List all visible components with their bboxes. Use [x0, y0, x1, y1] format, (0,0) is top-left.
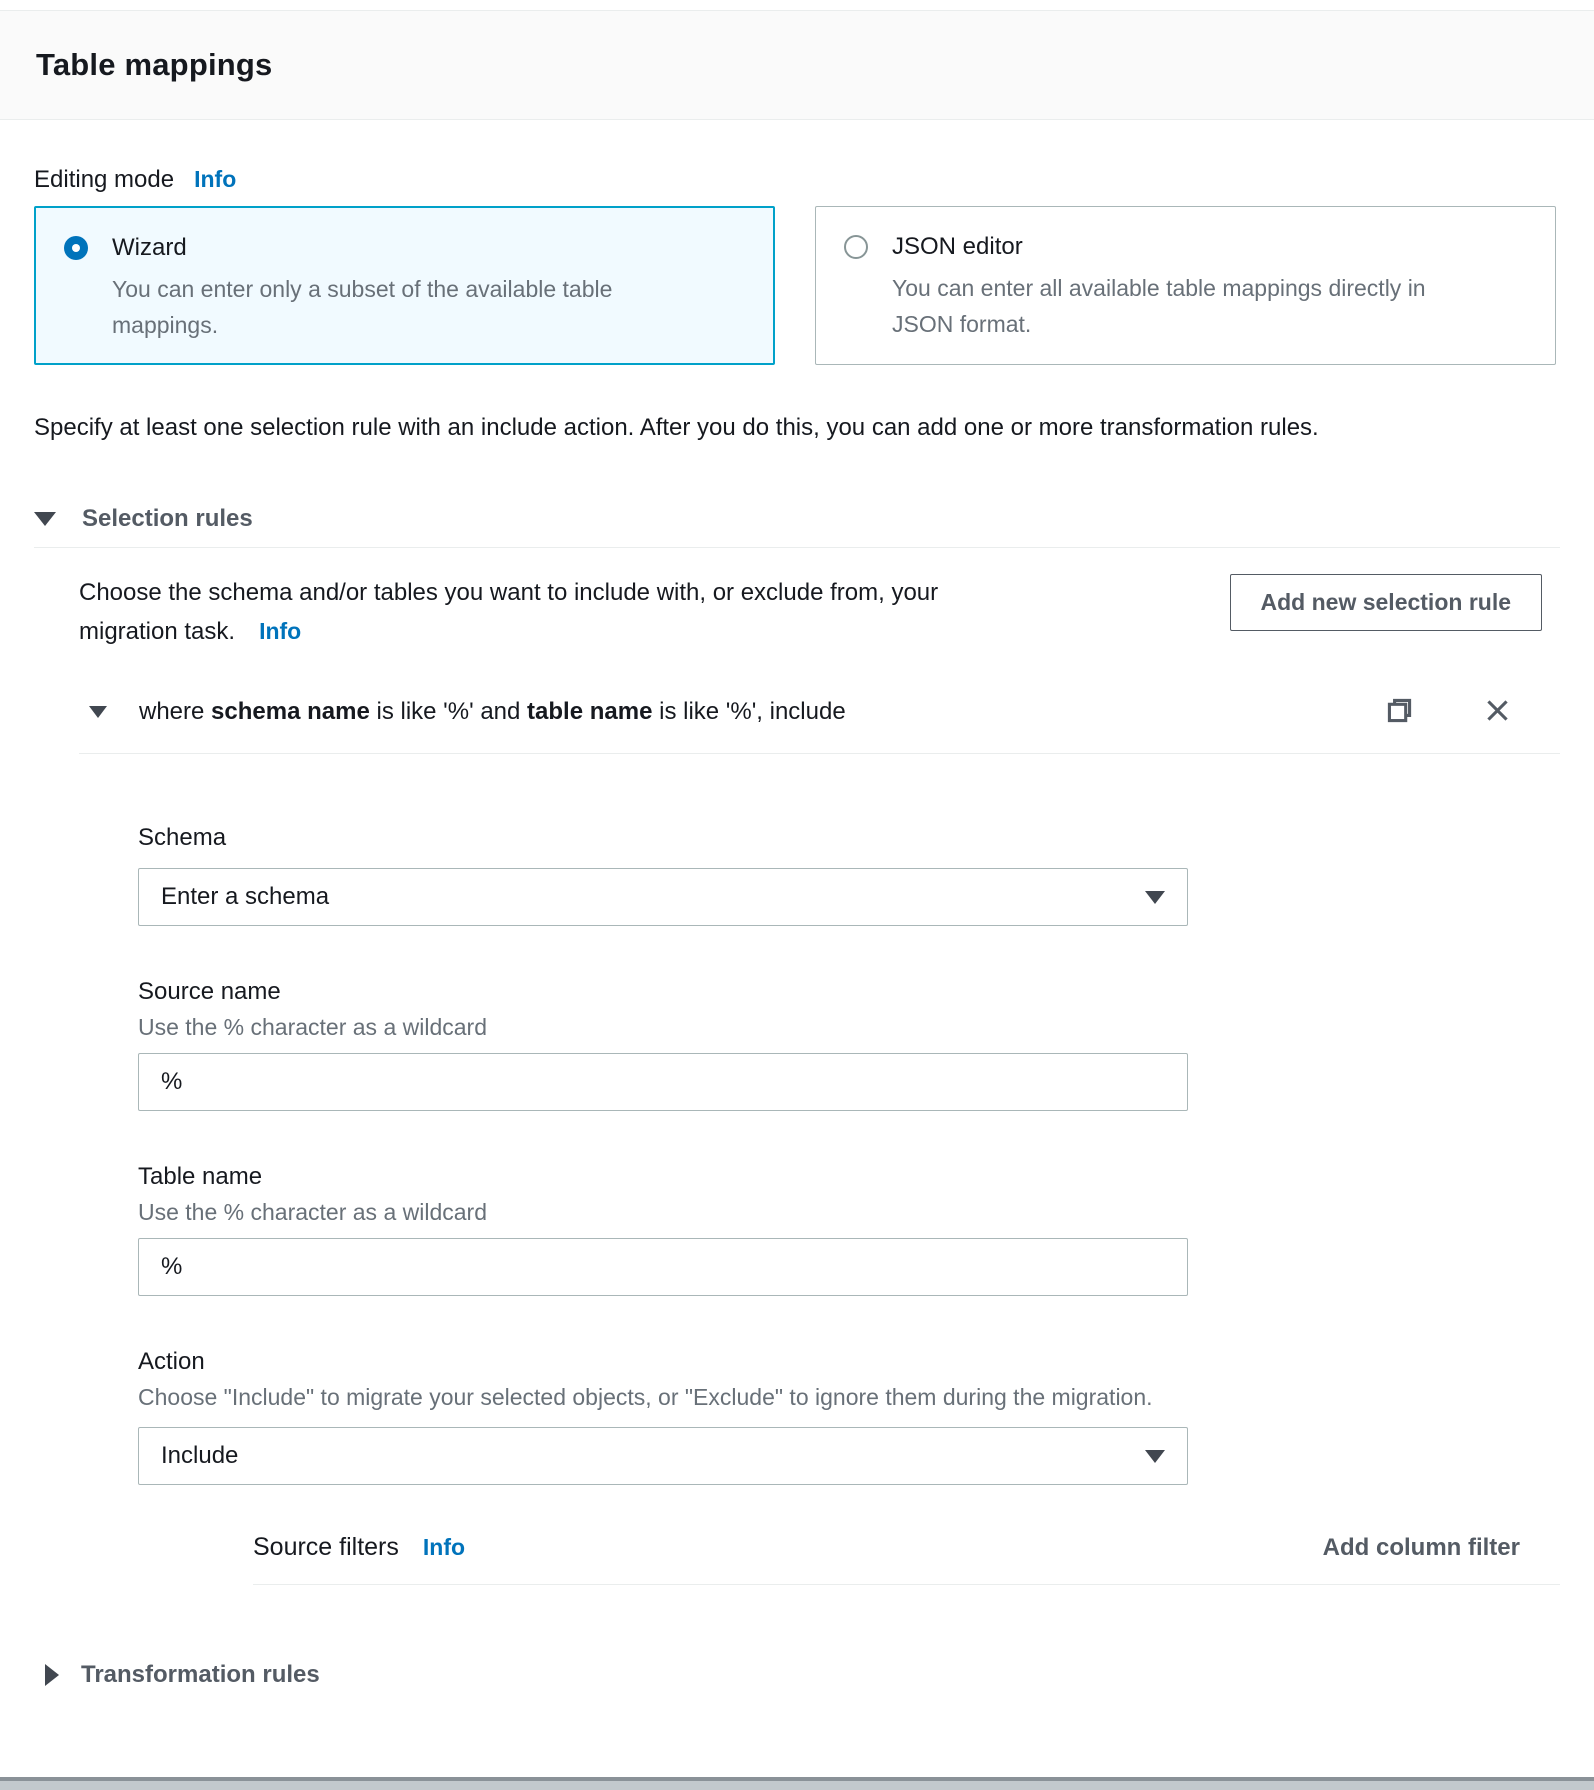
json-editor-option-description: You can enter all available table mappings directly in JSON format.: [892, 275, 1426, 337]
close-icon: [1483, 696, 1512, 728]
editing-mode-card-wizard[interactable]: [34, 206, 775, 365]
collapse-triangle-icon[interactable]: [34, 512, 56, 526]
selection-rules-description: [79, 574, 1004, 651]
action-helper: Choose "Include" to migrate your selected objects, or "Exclude" to ignore them during the migration.: [138, 1384, 1153, 1411]
schema-select-value: Enter a schema: [161, 883, 330, 911]
rule-collapse-triangle-icon[interactable]: [89, 706, 107, 718]
table-mappings-content: [0, 166, 1594, 1689]
source-name-input[interactable]: [138, 1053, 1188, 1111]
intro-text: Specify at least one selection rule with an include action. After you do this, you can add one or more transformation rules.: [34, 414, 1319, 442]
table-name-helper: Use the % character as a wildcard: [138, 1199, 487, 1226]
chevron-down-icon: [1145, 1450, 1165, 1463]
source-filters-block: [253, 1533, 1560, 1585]
source-filters-info-link[interactable]: Info: [422, 1534, 466, 1561]
schema-select[interactable]: [138, 868, 1188, 926]
editing-mode-row: [34, 166, 1560, 194]
source-filters-row: [253, 1533, 1560, 1585]
add-column-filter-button[interactable]: Add column filter: [1322, 1534, 1520, 1562]
selection-rules-description-text: Choose the schema and/or tables you want to include with, or exclude from, your migration task.: [79, 579, 939, 645]
editing-mode-card-json-editor[interactable]: [815, 206, 1556, 365]
json-card-head: [844, 233, 1527, 261]
selection-rules-description-row: [79, 574, 1560, 651]
panel-header: [0, 10, 1594, 120]
table-name-input[interactable]: [138, 1238, 1188, 1296]
wizard-option-label: Wizard: [112, 234, 187, 261]
table-name-label: Table name: [138, 1163, 263, 1191]
source-name-helper: Use the % character as a wildcard: [138, 1014, 487, 1041]
page-title: Table mappings: [36, 47, 273, 82]
editing-mode-label: Editing mode: [34, 166, 175, 193]
transformation-rules-title: Transformation rules: [81, 1661, 320, 1689]
selection-rules-header[interactable]: [34, 505, 1560, 548]
rule-summary-table-name: table name: [527, 698, 653, 726]
wizard-card-head: [64, 234, 745, 262]
radio-unselected-icon[interactable]: [844, 235, 868, 259]
next-panel-edge: [0, 1777, 1594, 1790]
add-new-selection-rule-button[interactable]: Add new selection rule: [1230, 574, 1543, 631]
remove-rule-button[interactable]: [1483, 696, 1512, 728]
source-filters-left: [253, 1533, 465, 1562]
rule-summary-p1: where: [139, 698, 212, 726]
selection-rules-title: Selection rules: [82, 505, 253, 533]
json-editor-option-label: JSON editor: [892, 233, 1023, 260]
rule-summary-text: [139, 698, 1384, 726]
selection-rule-summary-row: [79, 695, 1560, 754]
action-label: Action: [138, 1348, 205, 1376]
editing-mode-info-link[interactable]: Info: [194, 166, 237, 192]
rule-fields: [79, 824, 1560, 1585]
action-select-value: Include: [161, 1442, 239, 1470]
source-name-label: Source name: [138, 978, 281, 1006]
selection-rules-info-link[interactable]: Info: [259, 617, 302, 644]
action-select[interactable]: [138, 1427, 1188, 1485]
schema-label: Schema: [138, 824, 227, 852]
radio-selected-icon[interactable]: [64, 236, 88, 260]
duplicate-rule-button[interactable]: [1384, 695, 1415, 729]
wizard-option-description: You can enter only a subset of the available table mappings.: [112, 276, 613, 338]
rule-summary-schema-name: schema name: [211, 698, 370, 726]
rule-summary-p3: is like '%', include: [652, 698, 846, 726]
chevron-down-icon: [1145, 891, 1165, 904]
editing-mode-cards: [34, 206, 1560, 365]
copy-icon: [1384, 695, 1415, 729]
selection-rules-body: [34, 574, 1560, 1585]
expand-triangle-icon[interactable]: [45, 1664, 59, 1686]
rule-summary-p2: is like '%' and: [369, 698, 528, 726]
transformation-rules-header[interactable]: [45, 1661, 1560, 1689]
source-filters-label: Source filters: [253, 1533, 399, 1562]
